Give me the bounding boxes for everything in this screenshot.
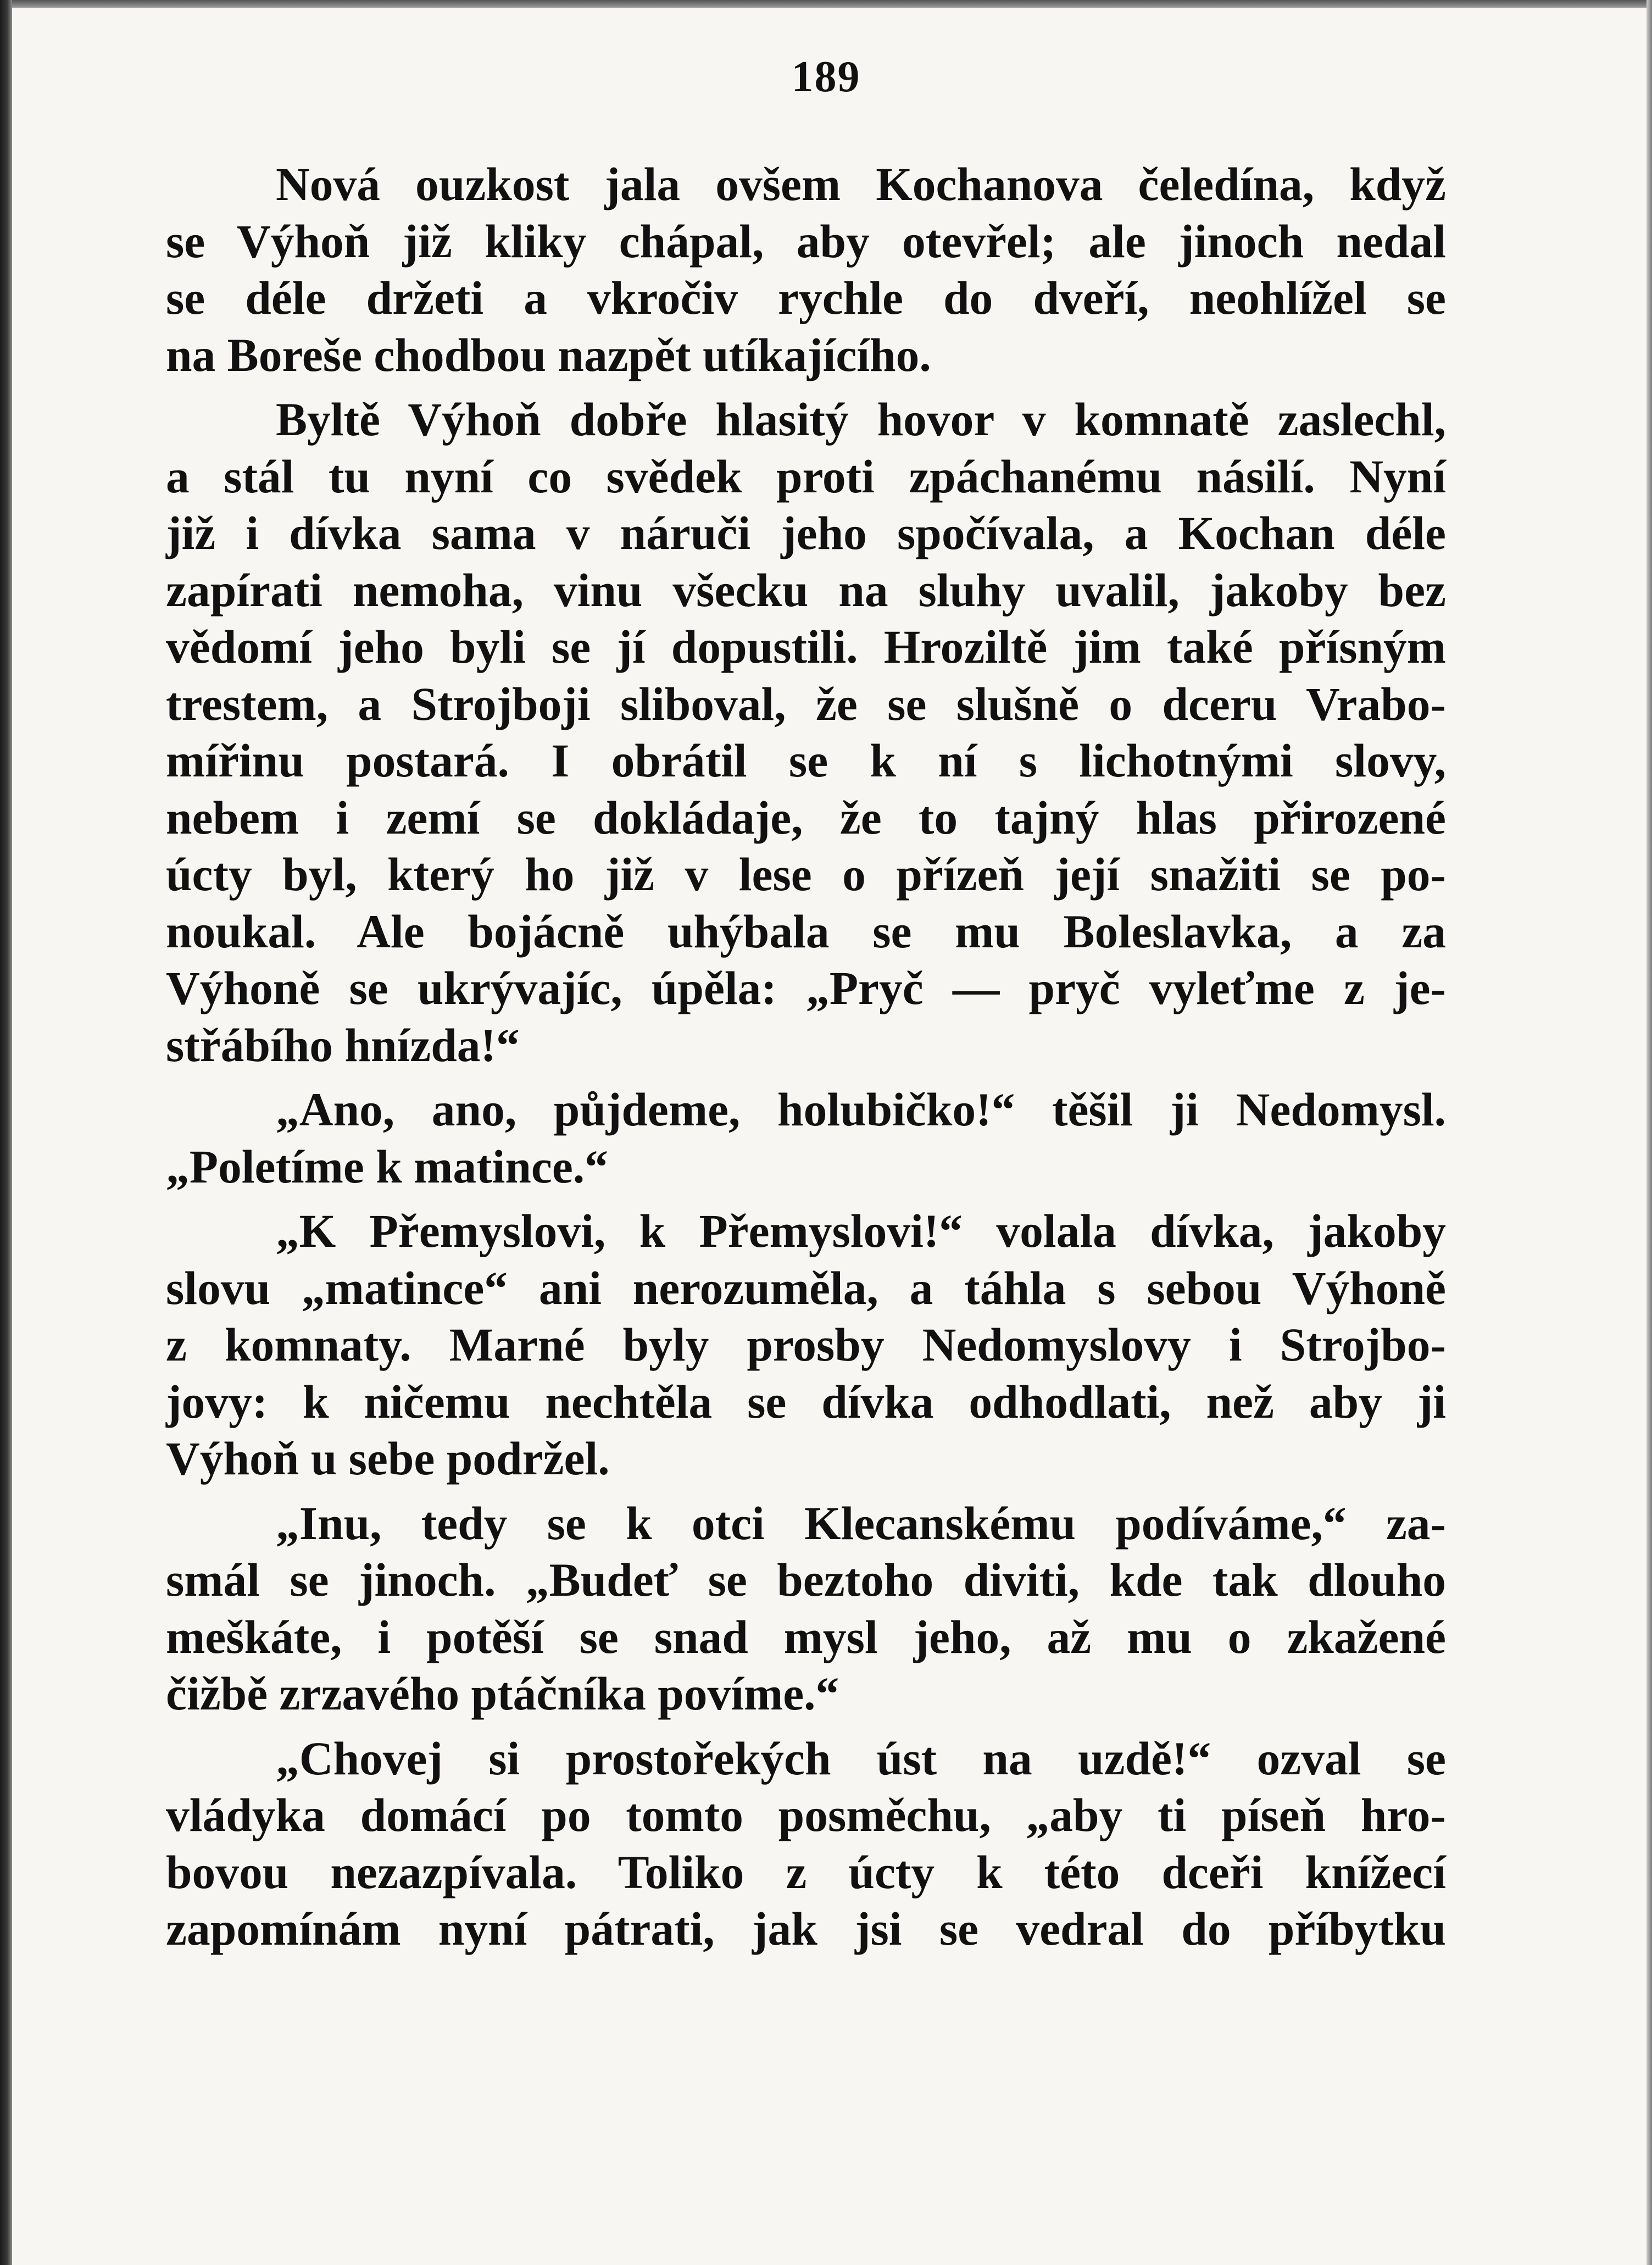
text-line: bovou nezazpívala. Toliko z úcty k této dceři knížecí [166, 1846, 1446, 1898]
text-line: „Poletíme k matince.“ [166, 1141, 608, 1193]
paragraph-1 [166, 157, 1446, 384]
paragraph-2 [166, 392, 1446, 1074]
text-line: jovy: k ničemu nechtěla se dívka odhodlati, než aby ji [166, 1376, 1446, 1428]
text-line: Výhoně se ukrývajíc, úpěla: „Pryč — pryč vyleťme z je- [166, 963, 1446, 1014]
text-line: slovu „matince“ ani nerozuměla, a táhla s sebou Výhoně [166, 1262, 1446, 1314]
text-line: zapomínám nyní pátrati, jak jsi se vedral do příbytku [166, 1903, 1446, 1955]
scan-edge-top [0, 0, 1652, 8]
text-line: Výhoň u sebe podržel. [166, 1433, 610, 1485]
text-line: vládyka domácí po tomto posměchu, „aby ti píseň hro- [166, 1790, 1446, 1841]
paragraph-6 [166, 1731, 1446, 1958]
text-line: „Ano, ano, půjdeme, holubičko!“ těšil ji Nedomysl. [276, 1084, 1446, 1136]
text-line: trestem, a Strojboji sliboval, že se slušně o dceru Vrabo- [166, 678, 1446, 730]
scan-edge-left [0, 0, 12, 2265]
text-line: meškáte, i potěší se snad mysl jeho, až mu o zkažené [166, 1611, 1446, 1663]
text-line: se déle držeti a vkročiv rychle do dveří, neohlížel se [166, 273, 1446, 324]
text-line: „Inu, tedy se k otci Klecanskému podíváme,“ za- [276, 1497, 1446, 1550]
text-line: Byltě Výhoň dobře hlasitý hovor v komnatě zaslechl, [276, 394, 1446, 446]
text-line: nebem i zemí se dokládaje, že to tajný hlas přirozené [166, 792, 1446, 844]
scan-edge-right [1647, 0, 1652, 2265]
text-line: mířinu postará. I obrátil se k ní s lichotnými slovy, [166, 735, 1446, 787]
text-line: čižbě zrzavého ptáčníka povíme.“ [166, 1668, 839, 1720]
text-line: zapírati nemoha, vinu všecku na sluhy uvalil, jakoby bez [166, 564, 1446, 617]
text-line: z komnaty. Marné byly prosby Nedomyslovy i Strojbo- [166, 1319, 1446, 1371]
text-line: a stál tu nyní co svědek proti zpáchanému násilí. Nyní [166, 451, 1446, 503]
text-line: Nová ouzkost jala ovšem Kochanova čeledína, když [276, 159, 1446, 210]
paragraph-3 [166, 1082, 1446, 1196]
page-number: 189 [791, 53, 861, 101]
text-line: střábího hnízda!“ [166, 1019, 520, 1072]
text-body [166, 157, 1446, 1958]
text-line: se Výhoň již kliky chápal, aby otevřel; ale jinoch nedal [166, 215, 1446, 268]
text-line: noukal. Ale bojácně uhýbala se mu Boleslavka, a za [166, 906, 1446, 958]
text-line: „K Přemyslovi, k Přemyslovi!“ volala dívka, jakoby [276, 1206, 1446, 1257]
text-line: již i dívka sama v náruči jeho spočívala, a Kochan déle [166, 508, 1446, 559]
paragraph-5 [166, 1496, 1446, 1723]
text-line: „Chovej si prostořekých úst na uzdě!“ ozval se [276, 1733, 1446, 1785]
text-line: na Boreše chodbou nazpět utíkajícího. [166, 329, 931, 381]
text-line: úcty byl, který ho již v lese o přízeň její snažiti se po- [166, 849, 1446, 901]
paragraph-4 [166, 1203, 1446, 1488]
text-line: vědomí jeho byli se jí dopustili. Hroziltě jim také přísným [166, 621, 1446, 673]
text-line: smál se jinoch. „Budeť se beztoho diviti, kde tak dlouho [166, 1555, 1446, 1606]
